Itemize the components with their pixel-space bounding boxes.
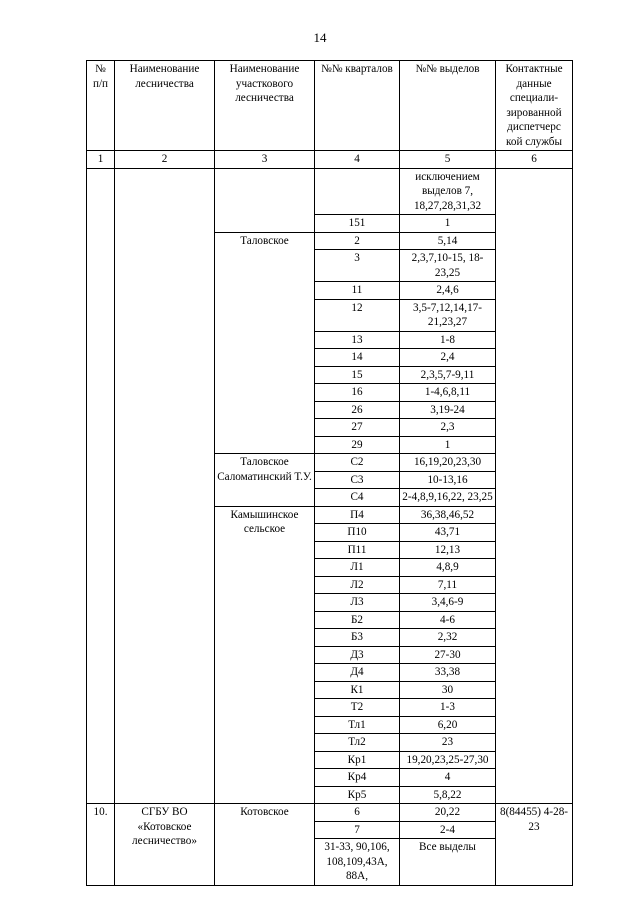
district-name: Таловское: [215, 232, 315, 454]
quarter-cell: Л2: [315, 576, 400, 594]
quarter-cell: Л3: [315, 594, 400, 612]
header-num: [87, 61, 115, 151]
sections-cell: 36,38,46,52: [400, 506, 496, 524]
sections-cell: 2,4: [400, 349, 496, 367]
header-district: [215, 61, 315, 151]
sections-cell: 4-6: [400, 611, 496, 629]
sections-cell: 1: [400, 436, 496, 454]
quarter-cell: Б2: [315, 611, 400, 629]
quarter-cell: 151: [315, 215, 400, 233]
sections-cell: 2,3,5,7-9,11: [400, 366, 496, 384]
contact-cell: 8(84455) 4-28-23: [496, 804, 573, 886]
sections-cell: 2-4: [400, 821, 496, 839]
sections-cell: 6,20: [400, 716, 496, 734]
sections-cell: 12,13: [400, 541, 496, 559]
quarter-cell: 16: [315, 384, 400, 402]
header-num-text: № п/п: [92, 63, 109, 90]
sections-cell: 20,22: [400, 804, 496, 822]
quarter-cell: 12: [315, 299, 400, 331]
contact-cell: [496, 168, 573, 804]
quarter-cell: Кр5: [315, 786, 400, 804]
sections-cell: 16,19,20,23,30: [400, 454, 496, 472]
column-number-row: [87, 151, 573, 169]
row-number: 10.: [87, 804, 115, 886]
sections-cell: 1-3: [400, 699, 496, 717]
quarter-cell: Д3: [315, 646, 400, 664]
quarter-cell: 15: [315, 366, 400, 384]
quarter-cell: 11: [315, 282, 400, 300]
quarter-cell: 2: [315, 232, 400, 250]
column-number: 4: [315, 151, 400, 169]
sections-cell: 2-4,8,9,16,22, 23,25: [400, 489, 496, 507]
header-sections: [400, 61, 496, 151]
sections-cell: 4: [400, 769, 496, 787]
district-name: Котовское: [215, 804, 315, 886]
column-number: 3: [215, 151, 315, 169]
column-number: 6: [496, 151, 573, 169]
quarter-cell: С3: [315, 471, 400, 489]
header-forestry: [115, 61, 215, 151]
sections-cell: 4,8,9: [400, 559, 496, 577]
quarter-cell: [315, 168, 400, 215]
column-number: 2: [115, 151, 215, 169]
column-number: 5: [400, 151, 496, 169]
sections-cell: 10-13,16: [400, 471, 496, 489]
sections-cell: 5,14: [400, 232, 496, 250]
header-sections-text: №№ выделов: [415, 63, 480, 75]
sections-cell: 3,5-7,12,14,17-21,23,27: [400, 299, 496, 331]
quarter-cell: Тл1: [315, 716, 400, 734]
quarter-cell: С4: [315, 489, 400, 507]
sections-cell: 30: [400, 681, 496, 699]
sections-cell: 7,11: [400, 576, 496, 594]
sections-cell: 5,8,22: [400, 786, 496, 804]
quarter-cell: 13: [315, 331, 400, 349]
district-name: Камышинское сельское: [215, 506, 315, 804]
quarter-cell: 14: [315, 349, 400, 367]
quarter-cell: Кр4: [315, 769, 400, 787]
forestry-name: СГБУ ВО «Котовское лесничество»: [115, 804, 215, 886]
quarter-cell: П4: [315, 506, 400, 524]
sections-cell: 23: [400, 734, 496, 752]
quarter-cell: 7: [315, 821, 400, 839]
header-quarters-text: №№ кварталов: [321, 63, 393, 75]
district-name: [215, 168, 315, 232]
quarter-cell: П10: [315, 524, 400, 542]
sections-cell: 1-4,6,8,11: [400, 384, 496, 402]
quarter-cell: 3: [315, 250, 400, 282]
header-quarters: [315, 61, 400, 151]
sections-cell: 2,4,6: [400, 282, 496, 300]
page-number: 14: [313, 30, 327, 45]
sections-cell: 1-8: [400, 331, 496, 349]
district-name: Таловское Саломатинский Т.У.: [215, 454, 315, 507]
sections-cell: 3,4,6-9: [400, 594, 496, 612]
table-row: [87, 168, 573, 215]
sections-cell: 19,20,23,25-27,30: [400, 751, 496, 769]
quarter-cell: Тл2: [315, 734, 400, 752]
quarter-cell: Т2: [315, 699, 400, 717]
quarter-cell: П11: [315, 541, 400, 559]
table-body: [87, 61, 573, 886]
quarter-cell: С2: [315, 454, 400, 472]
sections-cell: 2,32: [400, 629, 496, 647]
table-row: [87, 804, 573, 822]
sections-cell: 27-30: [400, 646, 496, 664]
row-number: [87, 168, 115, 804]
forestry-name: [115, 168, 215, 804]
quarter-cell: К1: [315, 681, 400, 699]
quarter-cell: Б3: [315, 629, 400, 647]
header-contact: [496, 61, 573, 151]
sections-cell: 3,19-24: [400, 401, 496, 419]
quarter-cell: Д4: [315, 664, 400, 682]
sections-cell: 43,71: [400, 524, 496, 542]
forestry-table: [86, 60, 573, 886]
quarter-cell: 6: [315, 804, 400, 822]
sections-cell: 1: [400, 215, 496, 233]
header-forestry-text: Наименование лесничества: [129, 63, 200, 90]
quarter-cell: 26: [315, 401, 400, 419]
sections-cell: Все выделы: [400, 839, 496, 886]
header-contact-text: Контактные данные специали-зированной диспетчерс кой службы: [505, 63, 563, 148]
column-number: 1: [87, 151, 115, 169]
header-row: [87, 61, 573, 151]
sections-cell: 2,3: [400, 419, 496, 437]
sections-cell: исключением выделов 7, 18,27,28,31,32: [400, 168, 496, 215]
quarter-cell: Кр1: [315, 751, 400, 769]
quarter-cell: 31-33, 90,106, 108,109,43А, 88А,: [315, 839, 400, 886]
header-district-text: Наименование участкового лесничества: [229, 63, 300, 104]
quarter-cell: Л1: [315, 559, 400, 577]
sections-cell: 2,3,7,10-15, 18-23,25: [400, 250, 496, 282]
sections-cell: 33,38: [400, 664, 496, 682]
quarter-cell: 29: [315, 436, 400, 454]
quarter-cell: 27: [315, 419, 400, 437]
